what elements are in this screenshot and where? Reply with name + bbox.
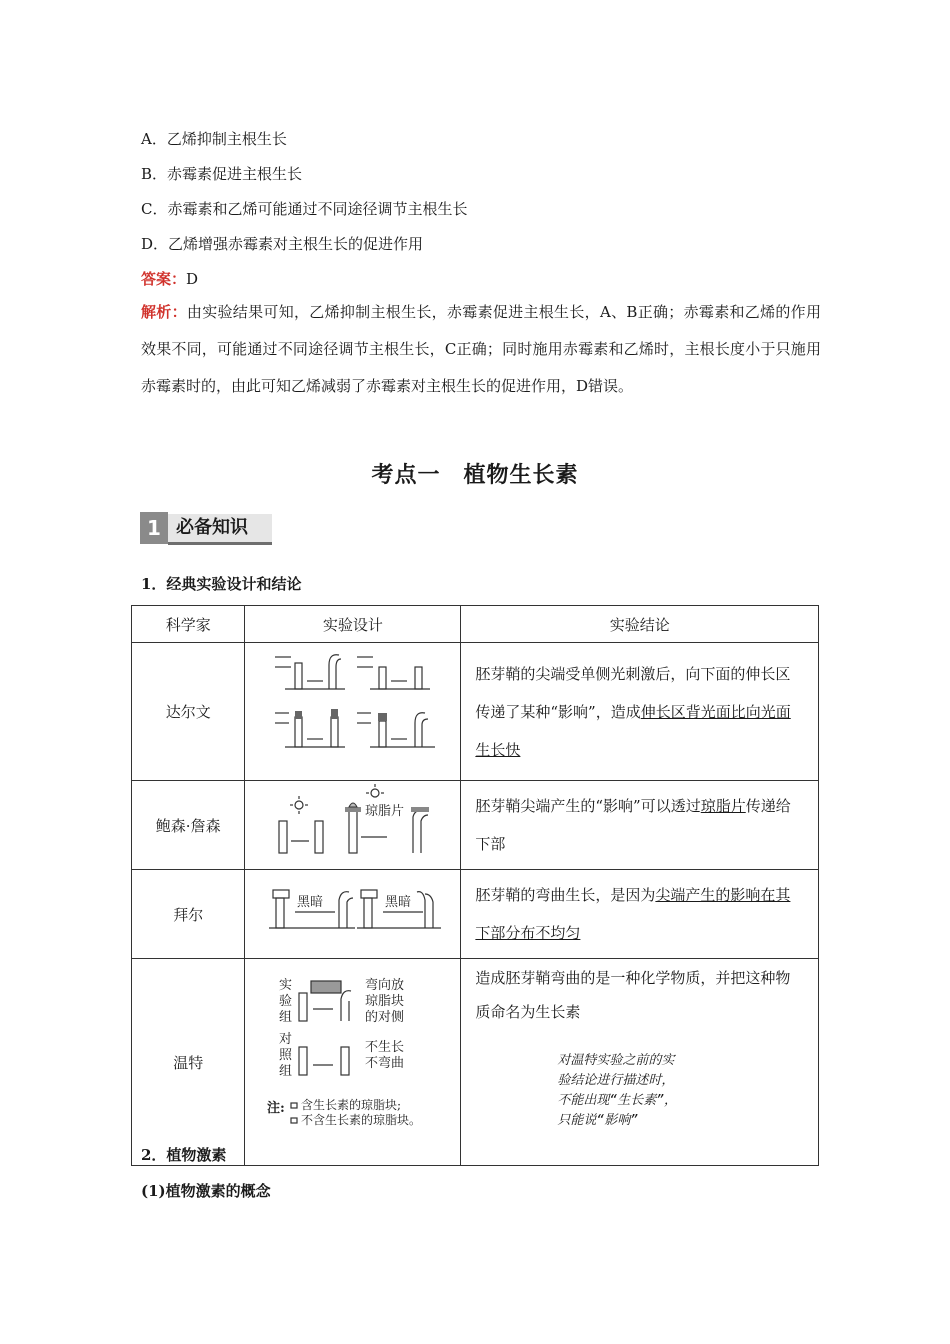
answer: 答案：D xyxy=(141,270,199,288)
boysen-jensen-figure xyxy=(245,781,461,870)
section-title: 考点一 植物生长素 xyxy=(371,463,579,488)
knowledge-badge xyxy=(140,512,276,544)
agar-label: 琼脂片 xyxy=(365,804,405,819)
conclusion-went xyxy=(461,959,819,1166)
note-line-1: 含生长素的琼脂块; xyxy=(301,1098,402,1112)
header-conclusion: 实验结论 xyxy=(461,606,819,643)
exp-result-2: 琼脂块 xyxy=(365,994,405,1009)
conclusion-boysen-jensen: 胚芽鞘尖端产生的“影响”可以透过琼脂片传递给下部 xyxy=(461,781,819,870)
handwritten-line-1: 对温特实验之前的实 xyxy=(557,1053,675,1068)
badge-label: 必备知识 xyxy=(168,514,272,545)
darwin-figure xyxy=(245,643,461,781)
exp-result-1: 弯向放 xyxy=(365,978,405,993)
ctrl-label-3: 组 xyxy=(279,1064,293,1079)
note-label: 注: xyxy=(267,1101,286,1116)
option-a: A．乙烯抑制主根生长 xyxy=(141,130,287,148)
header-design: 实验设计 xyxy=(245,606,461,643)
conclusion-darwin: 胚芽鞘的尖端受单侧光刺激后，向下面的伸长区传递了某种“影响”，造成伸长区背光面比向光面生长快 xyxy=(461,643,819,781)
scientist-went: 温特 xyxy=(132,959,245,1166)
scientist-paal: 拜尔 xyxy=(132,870,245,959)
went-conclusion-text: 造成胚芽鞘弯曲的是一种化学物质，并把这种物质命名为生长素 xyxy=(475,969,791,1021)
analysis: 解析：由实验结果可知，乙烯抑制主根生长，赤霉素促进主根生长，A、B正确；赤霉素和乙烯的作用效果不同，可能通过不同途径调节主根生长，C正确；同时施用赤霉素和乙烯时，主根长度小于只施用赤霉素时的，由此可知乙烯减弱了赤霉素对主根生长的促进作用，D错误。 xyxy=(141,303,821,395)
handwritten-line-3: 不能出现“生长素”， xyxy=(557,1093,678,1108)
scientist-boysen-jensen: 鲍森·詹森 xyxy=(132,781,245,870)
subheading-hormone-concept: (1)植物激素的概念 xyxy=(141,1182,271,1200)
conclusion-paal: 胚芽鞘的弯曲生长，是因为尖端产生的影响在其下部分布不均匀 xyxy=(461,870,819,959)
went-diagram xyxy=(245,959,460,1161)
ctrl-label-1: 对 xyxy=(279,1032,293,1047)
exp-label-1: 实 xyxy=(279,978,293,993)
scientist-darwin: 达尔文 xyxy=(132,643,245,781)
note-line-2: 不含生长素的琼脂块。 xyxy=(301,1113,422,1127)
subheading-classic-experiments: 1．经典实验设计和结论 xyxy=(141,575,302,593)
paal-figure xyxy=(245,870,461,959)
header-scientist: 科学家 xyxy=(132,606,245,643)
went-figure xyxy=(245,959,461,1166)
handwritten-line-2: 验结论进行描述时， xyxy=(557,1073,675,1088)
paal-diagram xyxy=(245,876,460,948)
dark-label-2: 黑暗 xyxy=(385,895,412,910)
ctrl-label-2: 照 xyxy=(279,1048,293,1063)
dark-label-1: 黑暗 xyxy=(297,895,324,910)
boysen-jensen-diagram xyxy=(245,781,460,865)
exp-label-2: 验 xyxy=(279,994,293,1009)
subheading-plant-hormones: 2．植物激素 xyxy=(141,1146,227,1164)
badge-number: 1 xyxy=(140,512,168,544)
handwritten-note xyxy=(557,1051,804,1131)
experiment-table xyxy=(131,605,819,1166)
option-d: D．乙烯增强赤霉素对主根生长的促进作用 xyxy=(141,235,424,253)
option-b: B．赤霉素促进主根生长 xyxy=(141,165,303,183)
exp-label-3: 组 xyxy=(279,1010,293,1025)
exp-result-3: 的对侧 xyxy=(365,1010,405,1025)
option-c: C．赤霉素和乙烯可能通过不同途径调节主根生长 xyxy=(141,200,468,218)
ctrl-result-2: 不弯曲 xyxy=(365,1056,405,1071)
ctrl-result-1: 不生长 xyxy=(365,1040,405,1055)
darwin-diagram xyxy=(245,643,460,776)
handwritten-line-4: 只能说“影响” xyxy=(557,1113,639,1128)
